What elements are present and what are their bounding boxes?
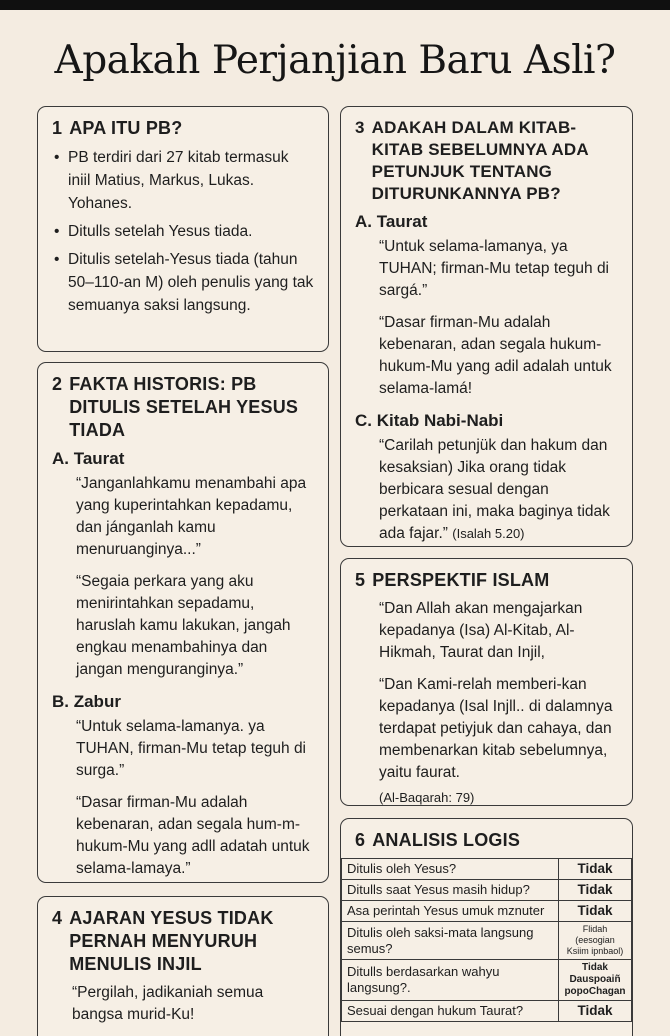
section-3-heading xyxy=(355,117,618,205)
section-2-card xyxy=(37,362,329,883)
table-row xyxy=(342,880,632,901)
section-6-heading xyxy=(341,829,632,852)
section-title: ANALISIS LOGIS xyxy=(372,830,521,850)
bullet-item: • PB terdiri dari 27 kitab termasuk iniil Matius, Markus, Lukas. Yohanes. xyxy=(52,146,314,215)
section-title: FAKTA HISTORIS: PB DITULIS SETELAH YESUS TIADA xyxy=(69,374,299,440)
section-5-heading xyxy=(355,569,618,592)
subheading-taurat: A. Taurat xyxy=(355,212,428,231)
quote-source: (Isalah 5.20) xyxy=(452,526,525,541)
section-5-card xyxy=(340,558,633,806)
quote: “Dan Kami-relah memberi-kan kepadanya (Isal Injll.. di dalamnya terdapat petiyjuk dan cahaya, dan membenarkan kitab sebelumnya, yaitu faurat. xyxy=(379,676,613,781)
question-cell: Ditulis oleh saksi-mata langsung semus? xyxy=(342,922,559,960)
section-number: 5 xyxy=(355,570,366,590)
answer-cell: Tidak xyxy=(559,1001,632,1022)
section-4-card xyxy=(37,896,329,1036)
table-row xyxy=(342,859,632,880)
section-1-heading xyxy=(52,117,314,140)
subheading-zabur: B. Zabur xyxy=(52,692,121,711)
bullet-item: • Ditulis setelah-Yesus tiada (tahun 50–110-an M) oleh penulis yang tak semuanya saksi langsung. xyxy=(52,248,314,317)
answer-cell: Tidak xyxy=(559,901,632,922)
answer-cell: Tidak Dauspoaiñ popoChagan xyxy=(559,960,632,1001)
quote xyxy=(379,435,618,545)
section-number: 2 xyxy=(52,374,63,394)
table-row xyxy=(342,1001,632,1022)
quote: “Untuk selama-lamanya, ya TUHAN; firman-Mu tetap teguh di sargá.” xyxy=(379,238,610,299)
answer-cell: Tidak xyxy=(559,859,632,880)
table-row xyxy=(342,960,632,1001)
section-6-card xyxy=(340,818,633,1036)
answer-cell: Flidah (eesogian Ksiim ipnbaol) xyxy=(559,922,632,960)
top-bar xyxy=(0,0,670,10)
section-number: 3 xyxy=(355,118,365,137)
question-cell: Ditulls berdasarkan wahyu langsung?. xyxy=(342,960,559,1001)
section-title: APA ITU PB? xyxy=(69,118,183,138)
section-title: ADAKAH DALAM KITAB-KITAB SEBELUMNYA ADA PETUNJUK TENTANG DITURUNKANNYA PB? xyxy=(371,118,589,203)
quote: “Dasar firman-Mu adalah kebenaran, adan segala hukum-hukum-Mu yang adil adalah untuk selama-lamá! xyxy=(379,314,612,397)
answer-cell: Tidak xyxy=(559,880,632,901)
bullet-list xyxy=(52,146,314,317)
quote: “Janganlahkamu menambahi apa yang kuperintahkan kepadamu, dan jánganlah kamu menuruanginya...” xyxy=(76,475,307,558)
section-2-heading xyxy=(52,373,314,442)
section-number: 4 xyxy=(52,908,63,928)
subheading-kitab-nabi-nabi: C. Kitab Nabi-Nabi xyxy=(355,411,504,430)
quote: “Untuk selama-lamanya. ya TUHAN, firman-Mu tetap teguh di surga.” xyxy=(76,718,307,779)
question-cell: Ditulis oleh Yesus? xyxy=(342,859,559,880)
page-title: Apakah Perjanjian Baru Asli? xyxy=(54,38,616,83)
table-row xyxy=(342,901,632,922)
section-3-card xyxy=(340,106,633,547)
logic-table xyxy=(341,858,632,1022)
section-title: PERSPEKTIF ISLAM xyxy=(372,570,550,590)
table-row xyxy=(342,922,632,960)
quote: “Segaia perkara yang aku menirintahkan sepadamu, haruslah kamu lakukan, jangah engkau menambahinya dan jangan menguranginya.” xyxy=(76,573,291,678)
bullet-item: • Ditulls setelah Yesus tiada. xyxy=(52,220,314,243)
quote: “Pergilah, jadikaniah semua bangsa murid-Ku! xyxy=(72,984,264,1023)
quote-source: (Al-Baqarah: 79) xyxy=(379,790,475,805)
question-cell: Ditulls saat Yesus masih hidup? xyxy=(342,880,559,901)
question-cell: Asa perintah Yesus umuk mznuter xyxy=(342,901,559,922)
section-4-heading xyxy=(52,907,314,976)
subheading-taurat: A. Taurat xyxy=(52,449,125,468)
section-number: 1 xyxy=(52,118,63,138)
section-title: AJARAN YESUS TIDAK PERNAH MENYURUH MENULIS INJIL xyxy=(69,908,274,974)
question-cell: Sesuai dengan hukum Taurat? xyxy=(342,1001,559,1022)
section-1-card xyxy=(37,106,329,352)
quote: “Dan Allah akan mengajarkan kepadanya (Isa) Al-Kitab, Al-Hikmah, Taurat dan Injil, xyxy=(379,600,583,661)
quote: “Dasar firman-Mu adalah kebenaran, adan segala hum-m-hukum-Mu yang adll adatah untuk selama-lamaya.” xyxy=(76,794,310,877)
section-number: 6 xyxy=(355,830,366,850)
quote-text: “Carilah petunjük dan hakum dan kesaksian) Jika orang tidak berbicara sesual dengan perkataan ini, maka baginya tidak ada fajar.” xyxy=(379,437,610,542)
